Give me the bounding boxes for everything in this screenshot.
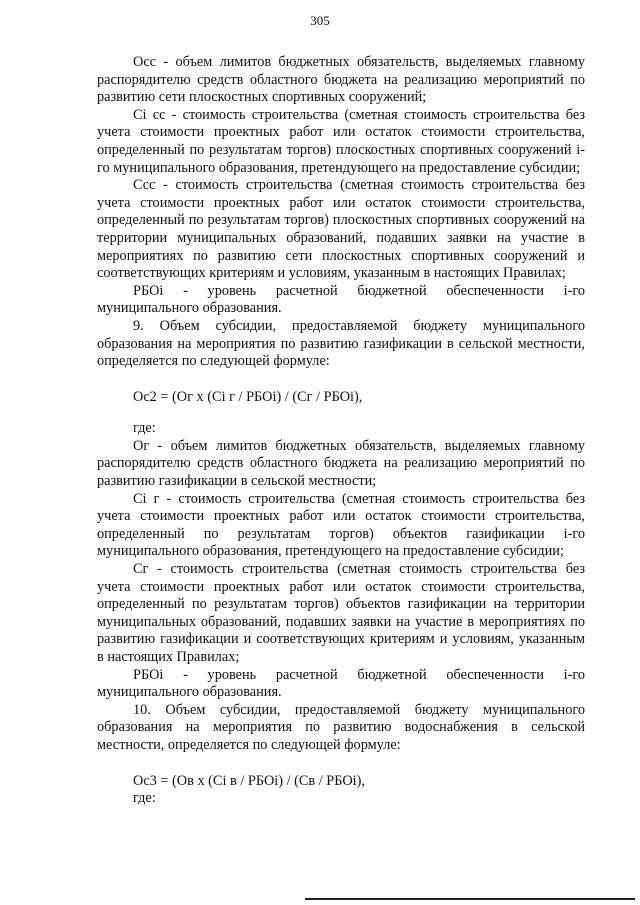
footer-divider — [305, 898, 635, 900]
document-body — [97, 54, 585, 808]
page-number: 305 — [310, 13, 330, 28]
where-label: где: — [133, 790, 156, 807]
definition-ci-cc: Сi сс - стоимость строительства (сметная стоимость строительства без учета стоимости проектных работ или остаток стоимости строительства, определенный по результатам торгов) плоскостных спортивных сооружений i-го муниципального образования, претендующего на предоставление субсидии; — [97, 106, 585, 176]
definition-rboi: РБОi - уровень расчетной бюджетной обеспеченности i-го муниципального образования. — [97, 666, 585, 701]
definition-cg: Сг - стоимость строительства (сметная стоимость строительства без учета стоимости проектных работ или остаток стоимости строительства, определенный по результатам торгов) объектов газификации на территории муниципальных образований, подавших заявки на участие в мероприятиях по развитию газификации и соответствующих критериям и условиям, указанным в настоящих Правилах; — [97, 561, 585, 665]
definition-og: Ог - объем лимитов бюджетных обязательств, выделяемых главному распорядителю средств областного бюджета на реализацию мероприятий по развитию газификации в сельской местности; — [97, 437, 585, 490]
clause-9: 9. Объем субсидии, предоставляемой бюджету муниципального образования на мероприятия по развитию газификации в сельской местности, определяется по следующей формуле: — [97, 317, 585, 370]
definition-rboi: РБОi - уровень расчетной бюджетной обеспеченности i-го муниципального образования. — [97, 282, 585, 317]
definition-ccc: Ссс - стоимость строительства (сметная стоимость строительства без учета стоимости проектных работ или остаток стоимости строительства, определенный по результатам торгов) плоскостных спортивных сооружений на территории муниципальных образований, подавших заявки на участие в мероприятиях по развитию сети плоскостных спортивных сооружений и соответствующих критериям и условиям, указанным в настоящих Правилах; — [97, 177, 585, 282]
definition-occ: Осс - объем лимитов бюджетных обязательств, выделяемых главному распорядителю средств областного бюджета на реализацию мероприятий по развитию сети плоскостных спортивных сооружений; — [97, 54, 585, 106]
definition-ci-g: Сi г - стоимость строительства (сметная стоимость строительства без учета стоимости проектных работ или остаток стоимости строительства, определенный по результатам торгов) объектов газификации i-го муниципального образования, претендующего на предоставление субсидии; — [97, 490, 585, 560]
formula-oc2: Ос2 = (Ог х (Сi г / РБОi) / (Сг / РБОi), — [133, 388, 363, 405]
clause-10: 10. Объем субсидии, предоставляемой бюджету муниципального образования на мероприятия по развитию водоснабжения в сельской местности, определяется по следующей формуле: — [97, 701, 585, 753]
where-label: где: — [133, 420, 156, 437]
formula-oc3: Ос3 = (Ов х (Сi в / РБОi) / (Св / РБОi), — [133, 772, 365, 789]
